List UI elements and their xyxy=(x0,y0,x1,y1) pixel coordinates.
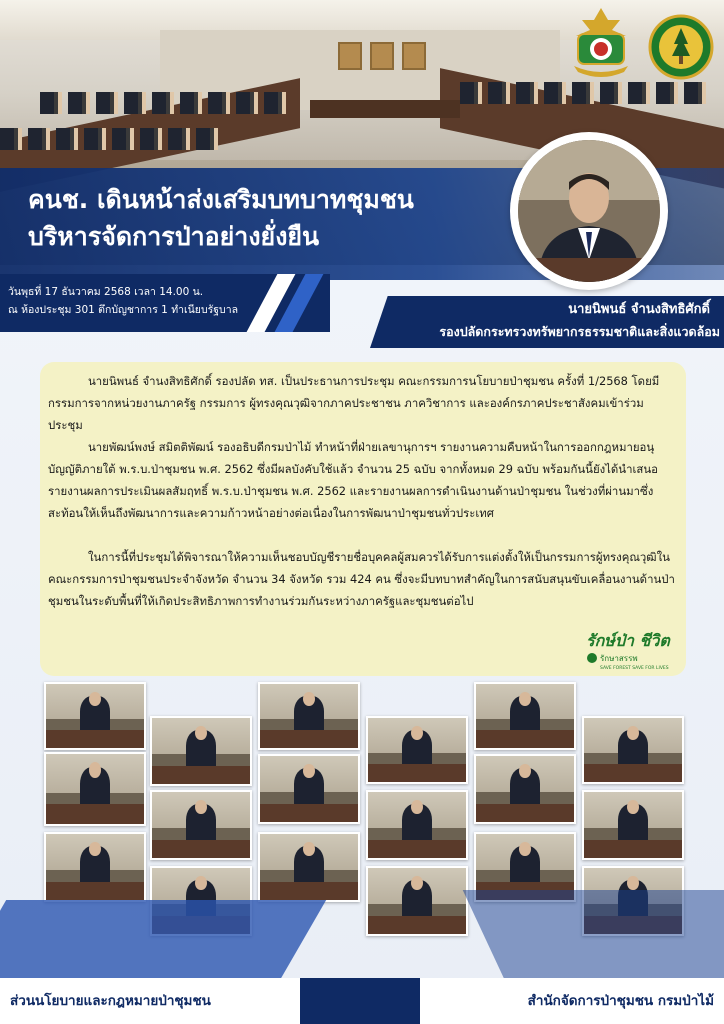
slogan-tagline: SAVE FOREST SAVE FOR LIVES xyxy=(600,666,669,671)
speaker-portrait xyxy=(518,140,660,282)
meeting-photo xyxy=(44,832,146,902)
save-forest-logo xyxy=(584,626,684,672)
meeting-photo xyxy=(258,832,360,902)
meeting-details xyxy=(8,283,238,319)
meeting-photo xyxy=(366,790,468,860)
meeting-photo xyxy=(44,682,146,750)
meeting-photo xyxy=(150,790,252,860)
article-paragraph-2: นายพัฒน์พงษ์ สมิตติพัฒน์ รองอธิบดีกรมป่าไม้ ทำหน้าที่ฝ่ายเลขานุการฯ รายงานความคืบหน้าในการออกกฎหมายอนุบัญญัติภายใต้ พ.ร.บ.ป่าชุมชน พ.ศ. 2562 ซึ่งมีผลบังคับใช้แล้ว จำนวน 25 ฉบับ จากทั้งหมด 29 ฉบับ พร้อมกันนี้ยังได้นำเสนอรายงานผลการประเมินผลสัมฤทธิ์ พ.ร.บ.ป่าชุมชน พ.ศ. 2562 และรายงานผลการดำเนินงานด้านป่าชุมชน ในช่วงที่ผ่านมาซึ่งสะท้อนให้เห็นถึงพัฒนาการและความก้าวหน้าอย่างต่อเนื่องในการพัฒนาป่าชุมชนทั่วประเทศ xyxy=(48,440,658,520)
page-title xyxy=(28,181,508,255)
speaker-position: รองปลัดกระทรวงทรัพยากรธรรมชาติและสิ่งแวดล้อม xyxy=(439,324,720,339)
meeting-photo xyxy=(474,682,576,750)
slogan-main: รักษ์ป่า ชีวิต xyxy=(586,631,670,650)
meeting-photo xyxy=(258,754,360,824)
footer-bureau-name: สำนักจัดการป่าชุมชน กรมป่าไม้ xyxy=(527,993,714,1009)
forest-department-seal-icon xyxy=(648,14,714,80)
meeting-photo xyxy=(366,866,468,936)
meeting-photo xyxy=(366,716,468,784)
title-line-2: บริหารจัดการป่าอย่างยั่งยืน xyxy=(28,222,320,251)
footer-division-name: ส่วนนโยบายและกฎหมายป่าชุมชน xyxy=(10,993,211,1009)
meeting-photo xyxy=(150,716,252,786)
meeting-photo xyxy=(258,682,360,750)
meeting-date: วันพุธที่ 17 ธันวาคม 2568 เวลา 14.00 น. xyxy=(8,286,204,298)
meeting-photo xyxy=(582,716,684,784)
ministry-emblem-icon xyxy=(568,6,634,80)
meeting-photo xyxy=(44,752,146,826)
slogan-sub: รักษาสรรพ xyxy=(600,654,638,663)
meeting-photo xyxy=(582,790,684,860)
footer-divider xyxy=(300,978,420,1024)
speaker-name: นายนิพนธ์ จำนงสิทธิศักดิ์ xyxy=(568,302,710,317)
meeting-venue: ณ ห้องประชุม 301 ตึกบัญชาการ 1 ทำเนียบรัฐบาล xyxy=(8,304,239,316)
article-paragraph-1: นายนิพนธ์ จำนงสิทธิศักดิ์ รองปลัด ทส. เป็นประธานการประชุม คณะกรรมการนโยบายป่าชุมชน ครั้งที่ 1/2568 โดยมี กรรมการจากหน่วยงานภาครัฐ กรรมการ ผู้ทรงคุณวุฒิจากภาคประชาชน ภาควิชาการ และองค์กรภาคประชาสังคมเข้าร่วมประชุม xyxy=(48,374,660,432)
title-line-1: คนช. เดินหน้าส่งเสริมบทบาทชุมชน xyxy=(28,185,414,214)
meeting-photo xyxy=(474,754,576,824)
article-paragraph-3: ในการนี้ที่ประชุมได้พิจารณาให้ความเห็นชอบบัญชีรายชื่อบุคคลผู้สมควรได้รับการแต่งตั้งให้เป็นกรรมการผู้ทรงคุณวุฒิในคณะกรรมการป่าชุมชนประจำจังหวัด จำนวน 34 จังหวัด รวม 424 คน ซึ่งจะมีบทบาทสำคัญในการสนับสนุนขับเคลื่อนงานด้านป่าชุมชนในระดับพื้นที่ให้เกิดประสิทธิภาพการทำงานร่วมกันระหว่างภาครัฐและชุมชนต่อไป xyxy=(48,550,675,608)
